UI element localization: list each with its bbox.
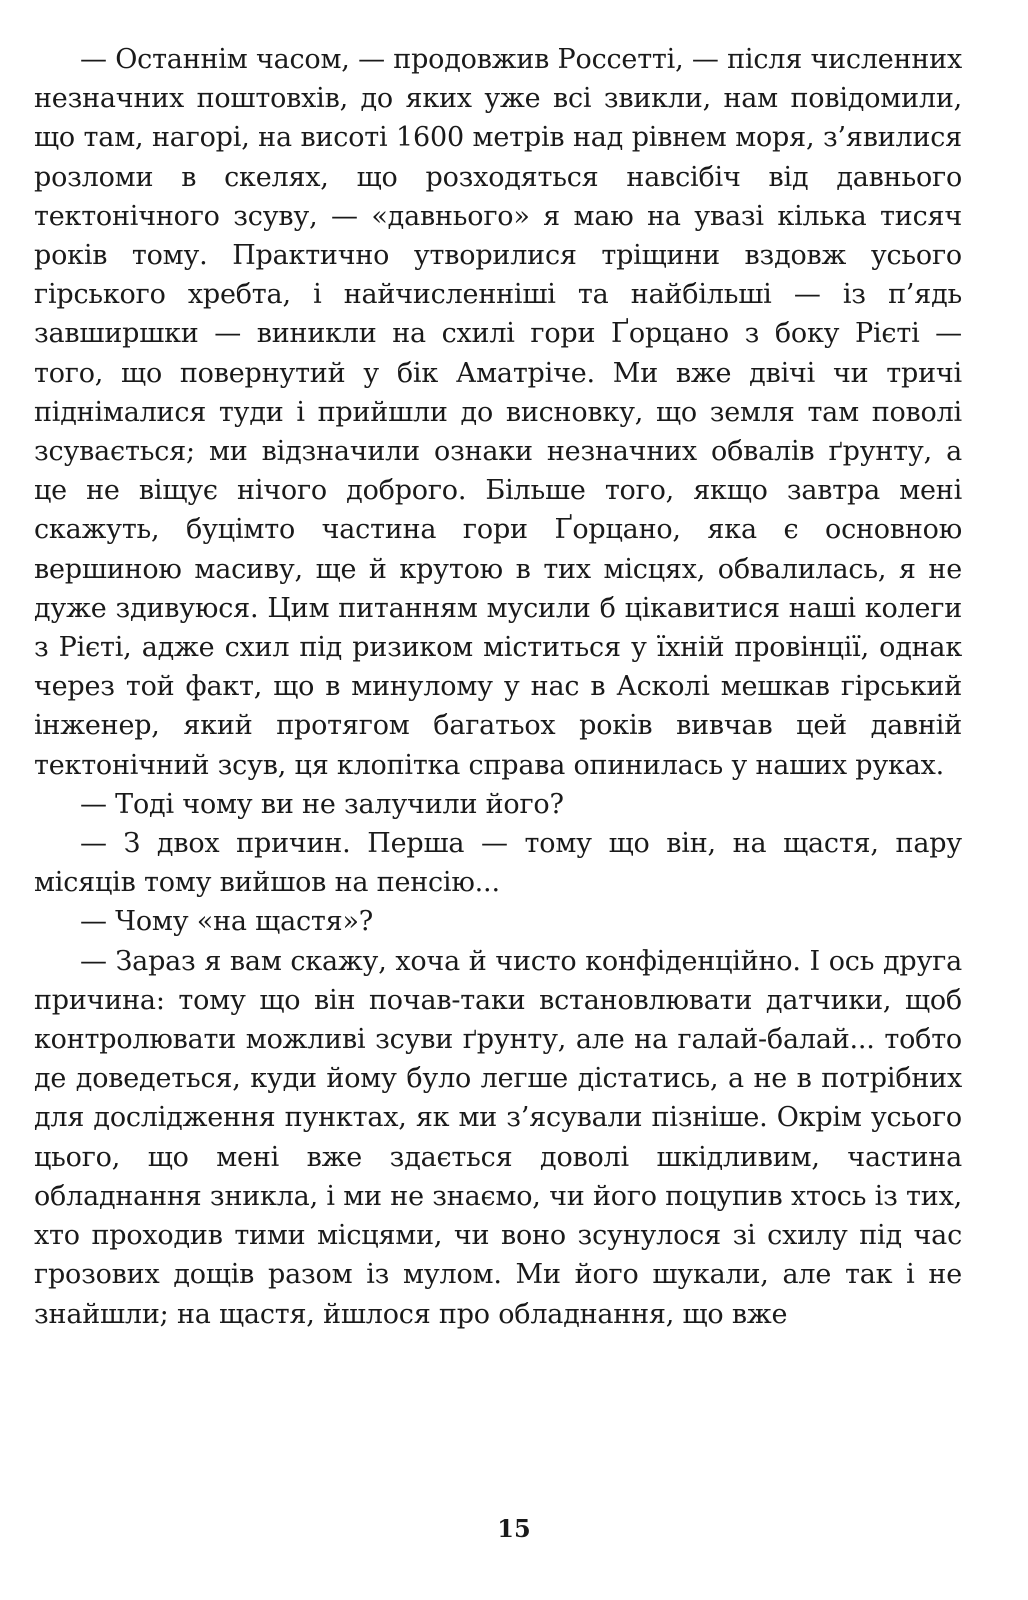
page-number: 15: [497, 1514, 531, 1543]
paragraph-3: — З двох причин. Перша — тому що він, на щастя, пару місяців тому вийшов на пенсію...: [34, 828, 962, 899]
paragraph-2: — Тоді чому ви не залучили його?: [80, 788, 564, 820]
page-body: [34, 40, 962, 1334]
paragraph-4: — Чому «на щастя»?: [80, 906, 374, 938]
paragraph-5: — Зараз я вам скажу, хоча й чисто конфіденційно. І ось друга причина: тому що він почав-таки встановлювати датчики, щоб контролювати можливі зсуви ґрунту, але на галай-балай... тобто де доведеться, куди йому було легше дістатись, а не в потрібних для дослідження пунктах, як ми з’ясували пізніше. Окрім усього цього, що мені вже здається доволі шкідливим, частина обладнання зникла, і ми не знаємо, чи його поцупив хтось із тих, хто проходив тими місцями, чи воно зсунулося зі схилу під час грозових дощів разом із мулом. Ми його шукали, але так і не знайшли; на щастя, йшлося про обладнання, що вже: [34, 945, 962, 1330]
paragraph-1: — Останнім часом, — продовжив Россетті, — після численних незначних поштовхів, до яких уже всі звикли, нам повідомили, що там, нагорі, на висоті 1600 метрів над рівнем моря, з’явилися розломи в скелях, що розходяться навсібіч від давнього тектонічного зсуву, — «давнього» я маю на увазі кілька тисяч років тому. Практично утворилися тріщини вздовж усього гірського хребта, і найчисленніші та найбільші — із п’ядь завширшки — виникли на схилі гори Ґорцано з боку Рієті — того, що повернутий у бік Аматріче. Ми вже двічі чи тричі піднімалися туди і прийшли до висновку, що земля там поволі зсувається; ми відзначили ознаки незначних обвалів ґрунту, а це не віщує нічого доброго. Більше того, якщо завтра мені скажуть, буцімто частина гори Ґорцано, яка є основною вершиною масиву, ще й крутою в тих місцях, обвалилась, я не дуже здивуюся. Цим питанням мусили б цікавитися наші колеги з Рієті, адже схил під ризиком міститься у їхній провінції, однак через той факт, що в минулому у нас в Асколі мешкав гірський інженер, який протягом багатьох років вивчав цей давній тектонічний зсув, ця клопітка справа опинилась у наших руках.: [34, 44, 962, 781]
